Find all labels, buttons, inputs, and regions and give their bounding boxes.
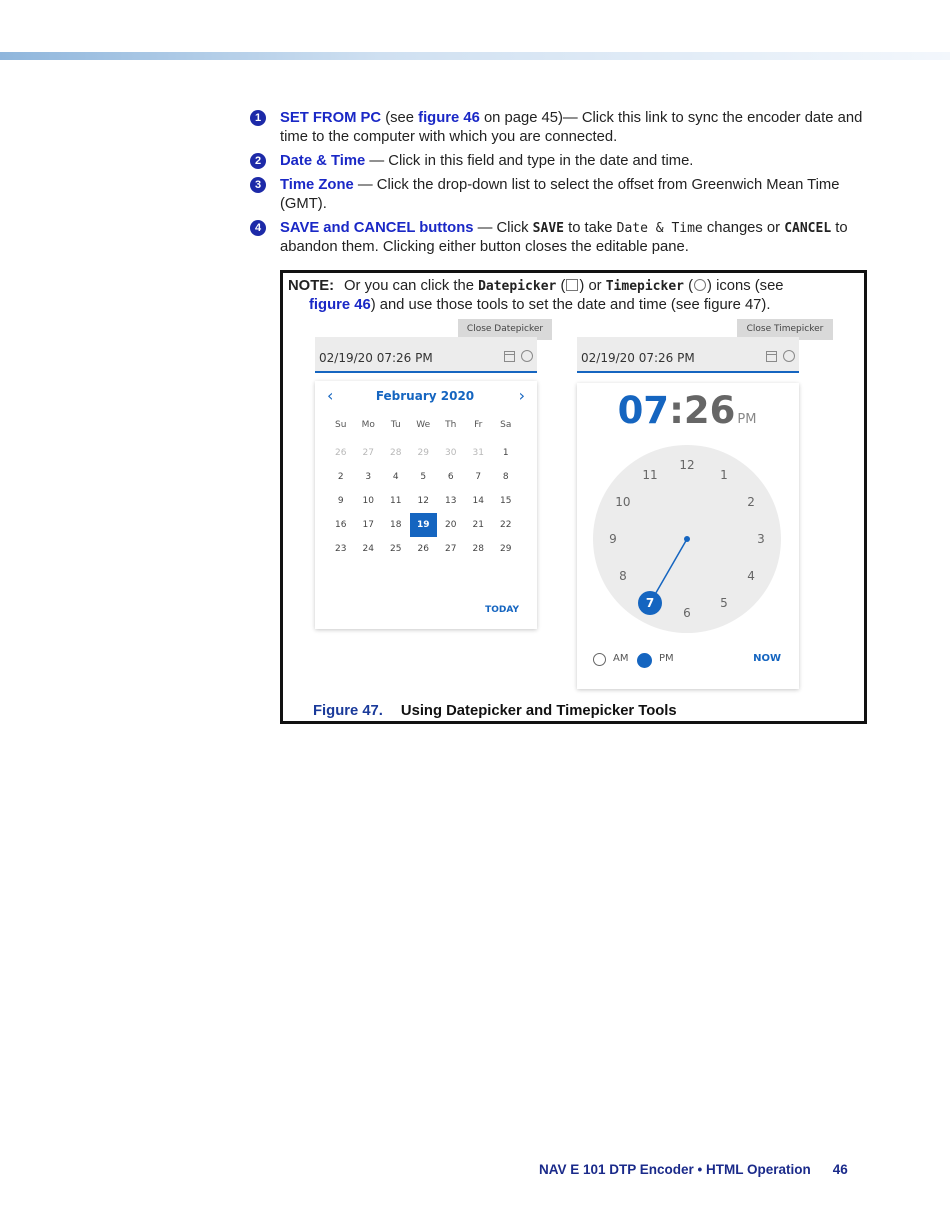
item-heading: SET FROM PC [280, 110, 382, 126]
calendar-day[interactable]: 27 [362, 448, 374, 458]
weekday-header: Fr [474, 420, 483, 430]
code-amp: & [647, 221, 672, 236]
chevron-right-icon[interactable]: › [518, 386, 525, 405]
calendar-day[interactable]: 18 [390, 520, 402, 530]
code-save: SAVE [532, 221, 564, 236]
figure-title: Using Datepicker and Timepicker Tools [400, 703, 677, 719]
figure-link[interactable]: figure 46 [309, 297, 371, 313]
header-gradient-bar [0, 52, 950, 60]
calendar-day[interactable]: 24 [362, 544, 374, 554]
dial-hour[interactable]: 8 [619, 569, 627, 583]
pm-radio[interactable] [637, 653, 652, 668]
dial-hour[interactable]: 6 [683, 606, 691, 620]
date-time-value: 02/19/20 07:26 PM [581, 351, 695, 365]
note-fragment: ) and use those tools to set the date and time (see figure 47). [370, 297, 771, 313]
weekday-header: Sa [500, 420, 512, 430]
calendar-grid [327, 417, 520, 561]
item-text: on page 45)— Click this link to sync the encoder date and time to the computer with which you are connected. [280, 110, 863, 145]
calendar-day[interactable]: 16 [335, 520, 347, 530]
figure-caption [313, 703, 677, 719]
minute-display[interactable]: 26 [683, 389, 736, 432]
calendar-day[interactable]: 28 [390, 448, 402, 458]
weekday-header: Tu [390, 420, 401, 430]
calendar-day[interactable]: 2 [337, 472, 344, 482]
calendar-day[interactable]: 23 [335, 544, 347, 554]
calendar-day[interactable]: 25 [390, 544, 402, 554]
item-text: — Click in this field and type in the date and time. [365, 153, 694, 169]
dial-hour[interactable]: 9 [609, 532, 617, 546]
calendar-day[interactable]: 26 [335, 448, 347, 458]
clock-dial[interactable] [593, 445, 781, 633]
today-button[interactable]: TODAY [485, 605, 519, 615]
time-display [577, 389, 797, 432]
item-text: to take [563, 220, 617, 236]
calendar-day[interactable]: 4 [392, 472, 399, 482]
date-time-field[interactable] [315, 337, 537, 373]
clock-icon[interactable] [783, 350, 795, 362]
calendar-day[interactable]: 21 [472, 520, 484, 530]
weekday-header: Mo [361, 420, 375, 430]
calendar-day[interactable]: 12 [417, 496, 429, 506]
list-item [250, 109, 865, 147]
dial-hour[interactable]: 3 [757, 532, 765, 546]
note-fragment: ) icons (see [707, 278, 784, 294]
item-heading: Date & Time [280, 153, 366, 169]
calendar-day[interactable]: 27 [445, 544, 457, 554]
calendar-day[interactable]: 14 [472, 496, 484, 506]
weekday-header: We [416, 420, 431, 430]
number-badge: 4 [250, 220, 266, 236]
item-text: — Click the drop-down list to select the offset from Greenwich Mean Time (GMT). [280, 177, 840, 212]
timepicker-panel [577, 383, 799, 689]
number-badge: 1 [250, 110, 266, 126]
footer-title: NAV E 101 DTP Encoder • HTML Operation [539, 1162, 811, 1177]
code-date: Date [616, 221, 648, 236]
note-fragment: ( [556, 278, 566, 294]
calendar-icon [566, 279, 578, 291]
calendar-day[interactable]: 8 [502, 472, 509, 482]
calendar-day[interactable]: 29 [500, 544, 512, 554]
note-box [280, 270, 867, 724]
item-heading: SAVE and CANCEL buttons [280, 220, 474, 236]
calendar-icon[interactable] [504, 351, 515, 362]
figure-link[interactable]: figure 46 [418, 110, 480, 126]
dial-hour[interactable]: 2 [747, 495, 755, 509]
calendar-day[interactable]: 29 [417, 448, 429, 458]
dial-hour[interactable]: 4 [747, 569, 755, 583]
calendar-day[interactable]: 9 [337, 496, 344, 506]
note-label: NOTE: [288, 278, 335, 294]
clock-icon [694, 279, 706, 291]
item-text: changes or [702, 220, 785, 236]
chevron-left-icon[interactable]: ‹ [327, 386, 334, 405]
item-text: — Click [473, 220, 533, 236]
calendar-day[interactable]: 1 [502, 448, 509, 458]
calendar-day[interactable]: 7 [475, 472, 482, 482]
time-colon: : [669, 389, 684, 432]
weekday-header: Th [445, 420, 457, 430]
dial-hour[interactable]: 5 [720, 596, 728, 611]
code-timepicker: Timepicker [605, 279, 684, 294]
month-title: February 2020 [375, 389, 475, 403]
note-fragment: ( [684, 278, 694, 294]
dial-hour[interactable]: 1 [720, 467, 728, 482]
numbered-list [250, 109, 865, 262]
number-badge: 3 [250, 177, 266, 193]
clock-icon[interactable] [521, 350, 533, 362]
item-text: to abandon them. Clicking either button closes the editable pane. [280, 220, 848, 255]
dial-hour[interactable]: 12 [679, 458, 695, 472]
calendar-day[interactable]: 30 [445, 448, 457, 458]
close-datepicker-button[interactable]: Close Datepicker [458, 319, 552, 340]
calendar-day[interactable]: 11 [390, 496, 402, 506]
note-fragment: ) or [579, 278, 606, 294]
calendar-day[interactable]: 20 [445, 520, 457, 530]
calendar-day[interactable]: 6 [447, 472, 454, 482]
date-time-value: 02/19/20 07:26 PM [319, 351, 433, 365]
number-badge: 2 [250, 153, 266, 169]
code-time: Time [671, 221, 703, 236]
page-number: 46 [832, 1162, 848, 1177]
date-time-field[interactable] [577, 337, 799, 373]
calendar-day[interactable]: 10 [362, 496, 374, 506]
pm-label: PM [659, 653, 674, 664]
calendar-day[interactable]: 13 [445, 496, 457, 506]
item-text: (see [381, 110, 419, 126]
am-radio[interactable] [593, 653, 606, 666]
calendar-day[interactable]: 31 [472, 448, 484, 458]
close-timepicker-button[interactable]: Close Timepicker [737, 319, 833, 340]
list-item [250, 176, 865, 214]
datepicker-panel [315, 381, 537, 629]
weekday-header: Su [335, 420, 347, 430]
note-fragment: Or you can click the [344, 278, 479, 294]
selected-hour[interactable]: 7 [638, 591, 662, 615]
calendar-day[interactable]: 5 [420, 472, 427, 482]
code-datepicker: Datepicker [478, 279, 557, 294]
calendar-day[interactable]: 15 [500, 496, 512, 506]
hour-display[interactable]: 07 [617, 389, 670, 432]
figure-number: Figure 47. [313, 703, 383, 719]
list-item [250, 152, 865, 171]
period-display: PM [737, 412, 757, 427]
list-item [250, 219, 865, 257]
now-button[interactable]: NOW [753, 653, 781, 664]
calendar-icon[interactable] [766, 351, 777, 362]
calendar-day[interactable]: 17 [362, 520, 374, 530]
code-cancel: CANCEL [784, 221, 832, 236]
dial-hour[interactable]: 10 [615, 495, 631, 509]
calendar-day[interactable]: 3 [365, 472, 372, 482]
selected-day[interactable]: 19 [410, 513, 438, 537]
calendar-day[interactable]: 22 [500, 520, 512, 530]
am-label: AM [613, 653, 629, 664]
dial-hour[interactable]: 11 [642, 467, 658, 482]
item-heading: Time Zone [280, 177, 354, 193]
calendar-day[interactable]: 28 [472, 544, 484, 554]
page-footer [539, 1162, 848, 1177]
calendar-day[interactable]: 26 [417, 544, 429, 554]
note-text [288, 277, 858, 315]
